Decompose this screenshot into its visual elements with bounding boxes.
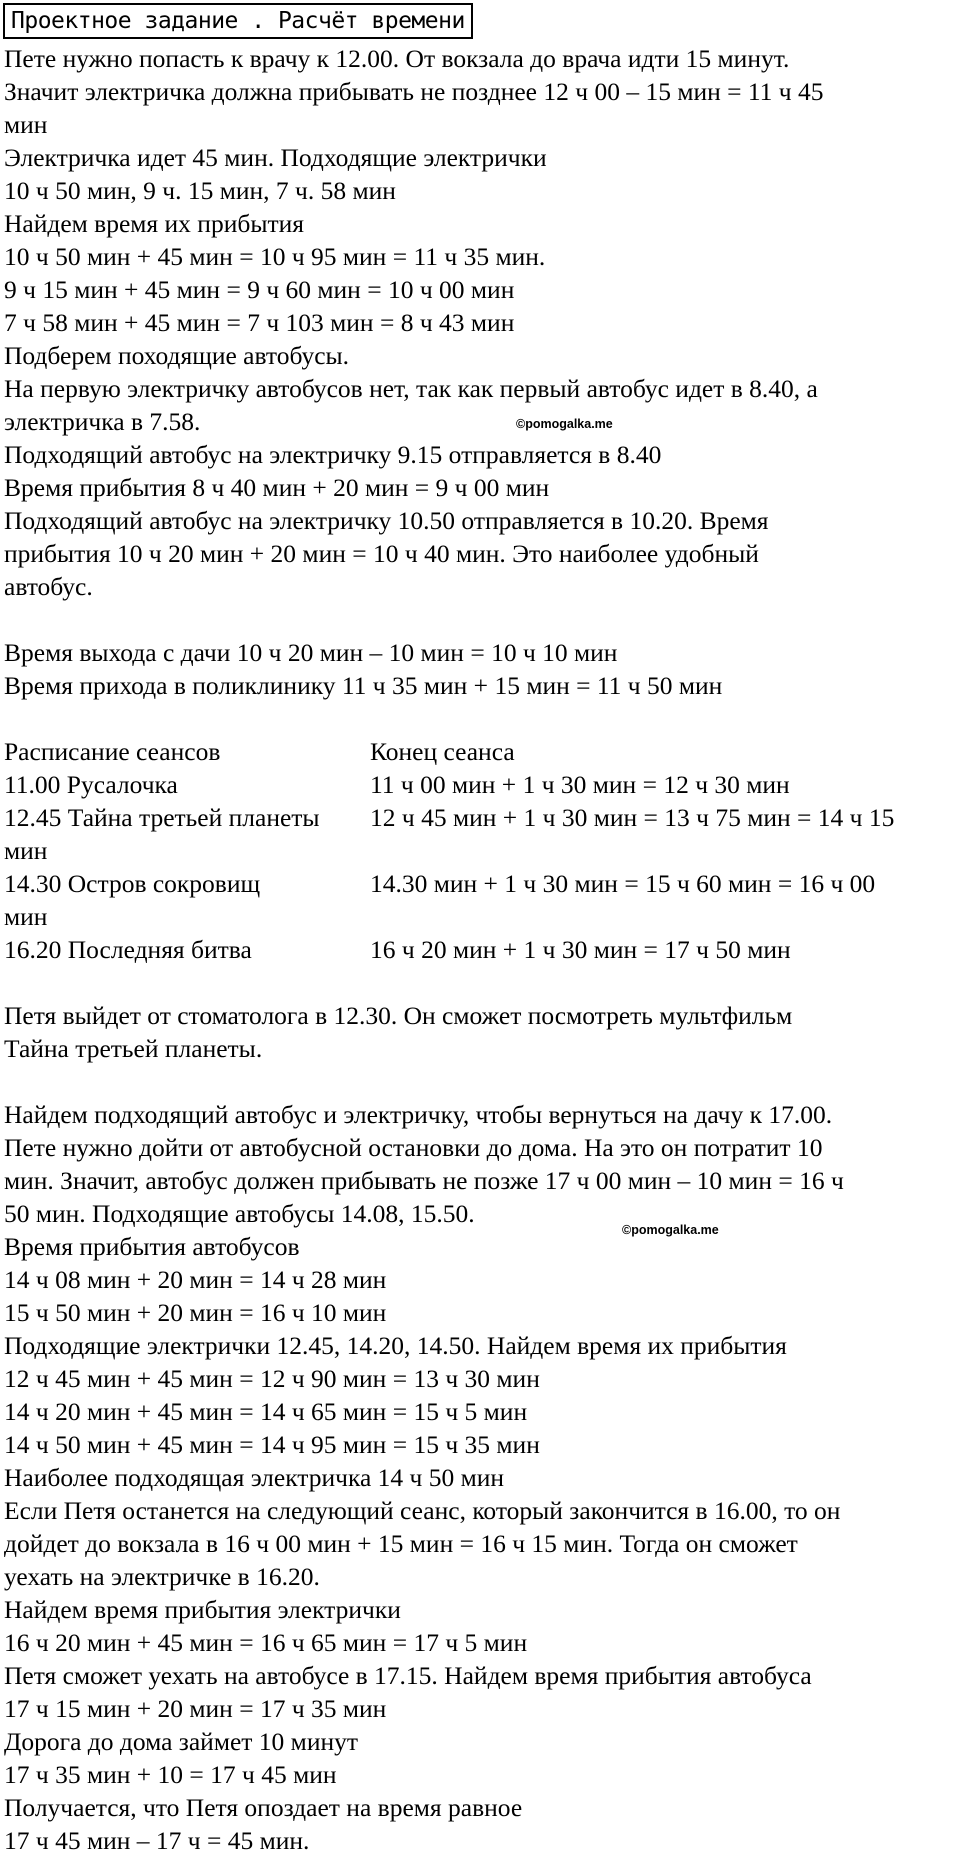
text-line: Подходящий автобус на электричку 10.50 отправляется в 10.20. Время [4,506,769,535]
text-line: Время прибытия 8 ч 40 мин + 20 мин = 9 ч 00 мин [4,473,550,502]
text-line: 14 ч 08 мин + 20 мин = 14 ч 28 мин [4,1265,387,1294]
text-line: 17 ч 45 мин – 17 ч = 45 мин. [4,1826,310,1855]
text-line: 7 ч 58 мин + 45 мин = 7 ч 103 мин = 8 ч 43 мин [4,308,515,337]
text-line: Электричка идет 45 мин. Подходящие электрички [4,143,547,172]
text-line: Значит электричка должна прибывать не позднее 12 ч 00 – 15 мин = 11 ч 45 [4,77,824,106]
schedule-session: 14.30 Остров сокровищ [4,869,261,898]
text-line: Найдем время их прибытия [4,209,304,238]
text-line: Тайна третьей планеты. [4,1034,263,1063]
text-line: Наиболее подходящая электричка 14 ч 50 мин [4,1463,505,1492]
text-line: Петя сможет уехать на автобусе в 17.15. Найдем время прибытия автобуса [4,1661,812,1690]
text-line: Найдем время прибытия электрички [4,1595,401,1624]
text-line: 9 ч 15 мин + 45 мин = 9 ч 60 мин = 10 ч 00 мин [4,275,515,304]
document-title: Проектное задание . Расчёт времени [3,3,473,39]
schedule-row [4,768,790,801]
text-line: Время выхода с дачи 10 ч 20 мин – 10 мин = 10 ч 10 мин [4,638,618,667]
schedule-session: 16.20 Последняя битва [4,935,252,964]
text-line: Пете нужно дойти от автобусной остановки до дома. На это он потратит 10 [4,1133,823,1162]
schedule-end: 16 ч 20 мин + 1 ч 30 мин = 17 ч 50 мин [370,935,791,964]
schedule-header-end: Конец сеанса [370,737,515,766]
schedule-end: 14.30 мин + 1 ч 30 мин = 15 ч 60 мин = 16 ч 00 [370,869,876,898]
text-line: Найдем подходящий автобус и электричку, чтобы вернуться на дачу к 17.00. [4,1100,833,1129]
schedule-header-sessions: Расписание сеансов [4,737,221,766]
text-line: Подходящий автобус на электричку 9.15 отправляется в 8.40 [4,440,662,469]
text-line: 16 ч 20 мин + 45 мин = 16 ч 65 мин = 17 ч 5 мин [4,1628,528,1657]
text-line: Петя выйдет от стоматолога в 12.30. Он сможет посмотреть мультфильм [4,1001,793,1030]
schedule-row [4,900,47,933]
schedule-end: 12 ч 45 мин + 1 ч 30 мин = 13 ч 75 мин = 14 ч 15 [370,803,895,832]
watermark: ©pomogalka.me [622,1223,719,1237]
text-line: Получается, что Петя опоздает на время равное [4,1793,523,1822]
text-line: 12 ч 45 мин + 45 мин = 12 ч 90 мин = 13 ч 30 мин [4,1364,540,1393]
text-line: 10 ч 50 мин + 45 мин = 10 ч 95 мин = 11 ч 35 мин. [4,242,546,271]
text-line: Время прибытия автобусов [4,1232,300,1261]
schedule-row [4,801,895,834]
text-line: Подберем походящие автобусы. [4,341,350,370]
text-line: Дорога до дома займет 10 минут [4,1727,358,1756]
text-line: 14 ч 50 мин + 45 мин = 14 ч 95 мин = 15 ч 35 мин [4,1430,540,1459]
text-line: мин. Значит, автобус должен прибывать не позже 17 ч 00 мин – 10 мин = 16 ч [4,1166,844,1195]
schedule-row [4,834,47,867]
text-line: автобус. [4,572,93,601]
text-line: 50 мин. Подходящие автобусы 14.08, 15.50. [4,1199,475,1228]
watermark: ©pomogalka.me [516,417,613,431]
text-line: дойдет до вокзала в 16 ч 00 мин + 15 мин = 16 ч 15 мин. Тогда он сможет [4,1529,798,1558]
schedule-session: 11.00 Русалочка [4,770,178,799]
text-line: уехать на электричке в 16.20. [4,1562,320,1591]
text-line: 17 ч 15 мин + 20 мин = 17 ч 35 мин [4,1694,387,1723]
text-line: мин [4,110,48,139]
text-line: На первую электричку автобусов нет, так как первый автобус идет в 8.40, а [4,374,818,403]
text-line: Если Петя останется на следующий сеанс, который закончится в 16.00, то он [4,1496,841,1525]
text-line: 15 ч 50 мин + 20 мин = 16 ч 10 мин [4,1298,387,1327]
text-line: электричка в 7.58. [4,407,201,436]
schedule-row [4,867,876,900]
schedule-header-row [4,735,515,768]
text-line: Пете нужно попасть к врачу к 12.00. От вокзала до врача идти 15 минут. [4,44,790,73]
text-line: 14 ч 20 мин + 45 мин = 14 ч 65 мин = 15 ч 5 мин [4,1397,528,1426]
schedule-session: 12.45 Тайна третьей планеты [4,803,320,832]
schedule-session: мин [4,902,48,931]
schedule-session: мин [4,836,48,865]
text-line: Подходящие электрички 12.45, 14.20, 14.50. Найдем время их прибытия [4,1331,787,1360]
text-line: Время прихода в поликлинику 11 ч 35 мин + 15 мин = 11 ч 50 мин [4,671,723,700]
schedule-end: 11 ч 00 мин + 1 ч 30 мин = 12 ч 30 мин [370,770,790,799]
text-line: 17 ч 35 мин + 10 = 17 ч 45 мин [4,1760,337,1789]
schedule-row [4,933,791,966]
text-line: 10 ч 50 мин, 9 ч. 15 мин, 7 ч. 58 мин [4,176,396,205]
text-line: прибытия 10 ч 20 мин + 20 мин = 10 ч 40 мин. Это наиболее удобный [4,539,759,568]
